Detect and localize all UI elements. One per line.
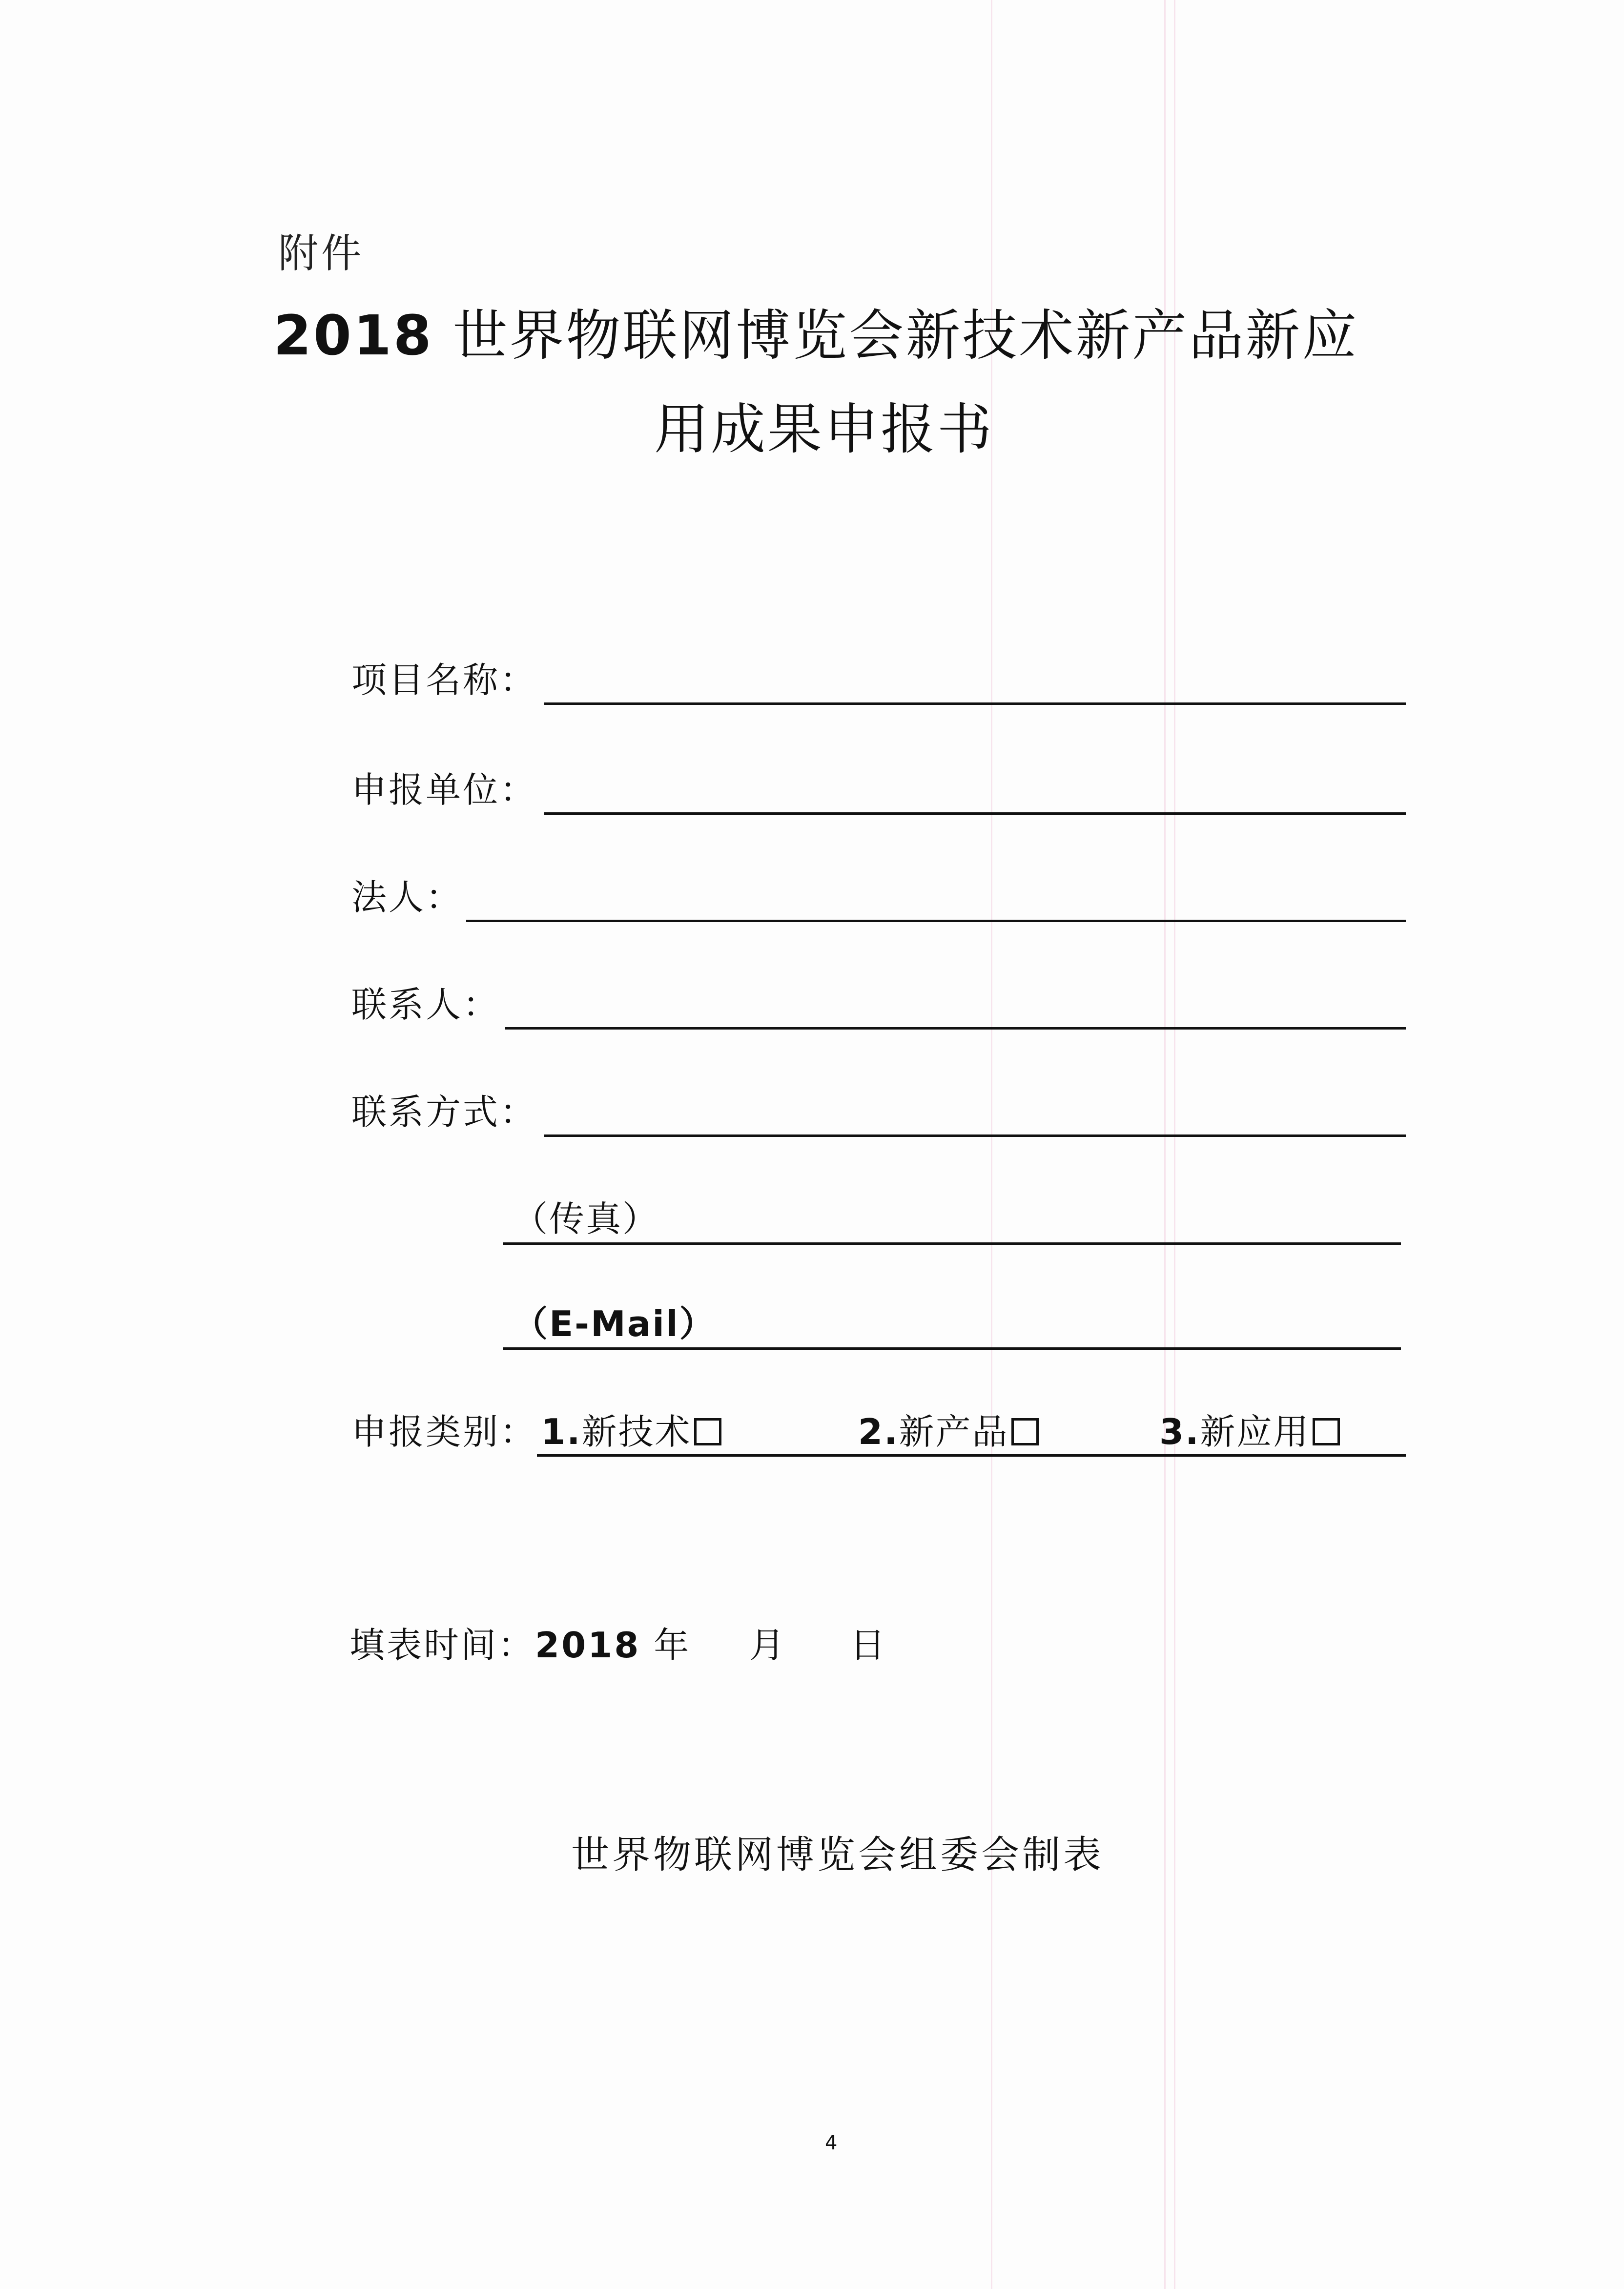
- contact-person-field[interactable]: [351, 974, 1406, 1032]
- category-underline: [537, 1454, 1406, 1457]
- date-day-unit: 日: [850, 1625, 887, 1666]
- checkbox-new-technology[interactable]: [694, 1418, 721, 1445]
- email-input-line[interactable]: [503, 1347, 1401, 1350]
- field-label: 法人：: [351, 877, 463, 918]
- checkbox-new-product[interactable]: [1011, 1418, 1039, 1445]
- field-label: 联系方式：: [351, 1092, 537, 1133]
- field-label: 项目名称：: [351, 660, 537, 701]
- page-number: 4: [825, 2132, 838, 2154]
- option-number: 1.: [541, 1411, 582, 1452]
- title-line1-text: 世界物联网博览会新技术新产品新应: [433, 304, 1359, 368]
- field-label: 联系人：: [351, 984, 500, 1025]
- contact-person-input-line[interactable]: [505, 1027, 1406, 1030]
- option-number: 3.: [1159, 1411, 1200, 1452]
- legal-person-field[interactable]: [351, 866, 1406, 925]
- date-year-unit: 年: [640, 1625, 691, 1666]
- contact-method-field[interactable]: [351, 1081, 1406, 1140]
- category-option-new-application[interactable]: [1159, 1410, 1340, 1454]
- document-title-line2: 用成果申报书: [654, 398, 994, 461]
- fax-input-line[interactable]: [503, 1242, 1401, 1245]
- project-name-field[interactable]: [351, 649, 1406, 708]
- fill-date: [349, 1621, 887, 1670]
- category-label: 申报类别：: [351, 1411, 537, 1452]
- contact-method-input-line[interactable]: [544, 1134, 1406, 1137]
- attachment-label: 附件: [278, 230, 365, 277]
- organizer-credit: 世界物联网博览会组委会制表: [571, 1833, 1105, 1877]
- option-text: 新产品: [899, 1411, 1009, 1452]
- applicant-unit-field[interactable]: [351, 759, 1406, 818]
- fax-label: （传真）: [513, 1198, 659, 1239]
- fax-field[interactable]: [503, 1191, 1401, 1245]
- date-month-unit: 月: [749, 1625, 787, 1666]
- date-label: 填表时间：: [349, 1625, 535, 1666]
- document-title-line1: [273, 302, 1445, 370]
- field-label: 申报单位：: [351, 769, 537, 810]
- email-label: （E-Mail）: [513, 1303, 716, 1344]
- date-year: 2018: [535, 1625, 641, 1666]
- option-number: 2.: [858, 1411, 899, 1452]
- application-category: [351, 1401, 1406, 1460]
- project-name-input-line[interactable]: [544, 702, 1406, 705]
- email-field[interactable]: [503, 1296, 1401, 1350]
- option-text: 新应用: [1200, 1411, 1310, 1452]
- title-year: 2018: [273, 304, 433, 368]
- applicant-unit-input-line[interactable]: [544, 812, 1406, 815]
- legal-person-input-line[interactable]: [466, 920, 1406, 922]
- checkbox-new-application[interactable]: [1313, 1418, 1340, 1445]
- category-option-new-product[interactable]: [858, 1410, 1039, 1454]
- category-option-new-technology[interactable]: [541, 1410, 721, 1454]
- option-text: 新技术: [581, 1411, 692, 1452]
